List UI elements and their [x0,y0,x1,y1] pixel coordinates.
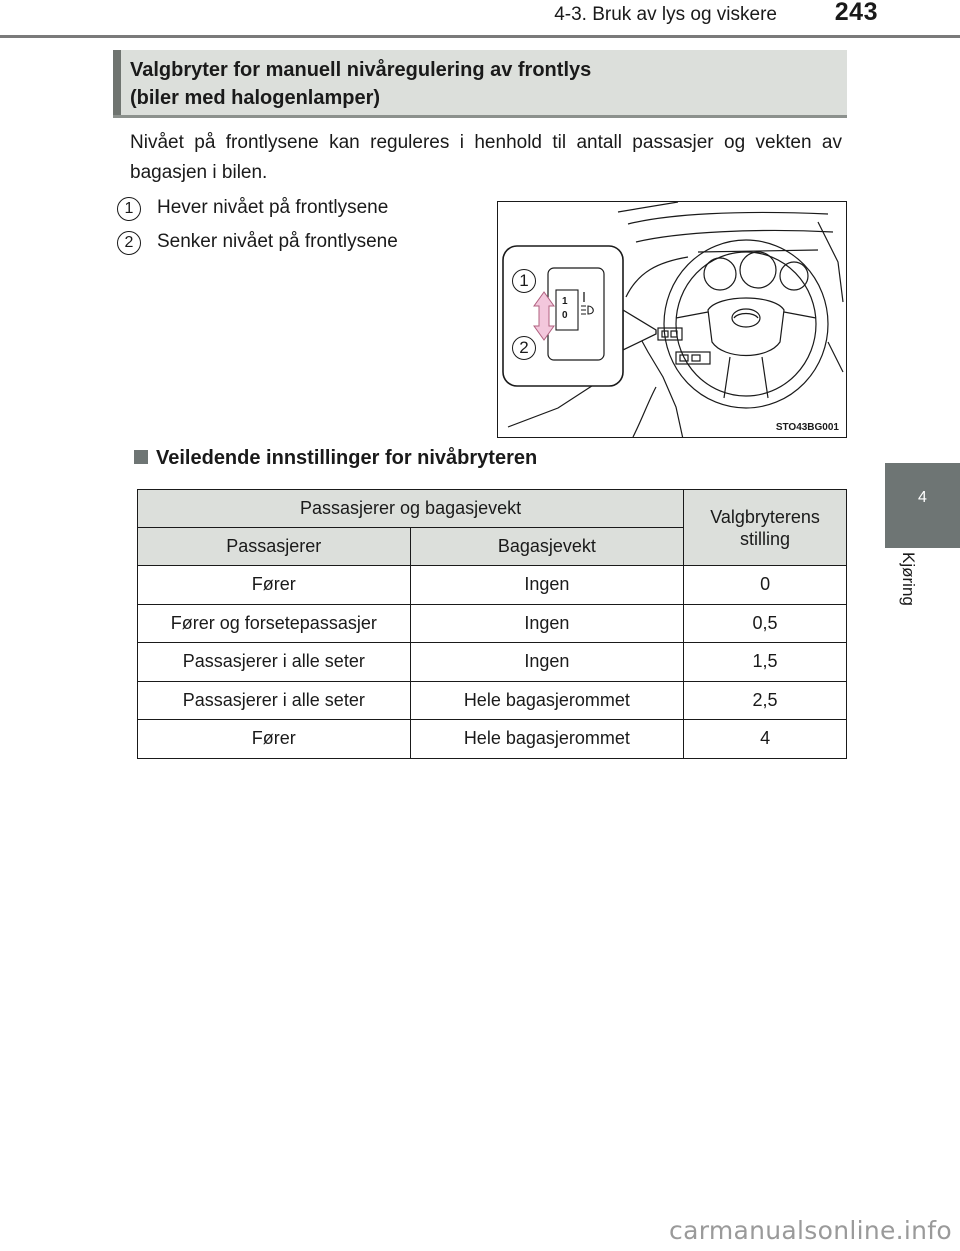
bullet-square-icon [134,450,148,464]
passengers-header-cell: Passasjerer [138,528,411,566]
table-row [138,681,847,720]
page-header [0,0,960,40]
table-row [138,643,847,682]
table-header-row [138,490,847,528]
passengers-cell: Passasjerer i alle seter [138,681,411,720]
item-text: Senker nivået på frontlysene [157,231,398,252]
figure-code: STO43BG001 [775,422,839,433]
luggage-cell: Ingen [410,566,684,605]
luggage-cell: Hele bagasjerommet [410,681,684,720]
chapter-tab [885,463,960,548]
dial-label-lower: 0 [562,310,568,321]
watermark: carmanualsonline.info [669,1216,952,1245]
callout-2-badge: 2 [512,336,536,360]
luggage-cell: Ingen [410,643,684,682]
passengers-cell: Fører [138,566,411,605]
position-header-cell: Valgbryterens stilling [684,490,847,566]
passengers-cell: Fører og forsetepassasjer [138,604,411,643]
dashboard-illustration [497,201,847,438]
table-row [138,604,847,643]
chapter-title: 4-3. Bruk av lys og viskere [554,4,777,25]
item-number-badge: 2 [117,231,141,255]
group-header-cell: Passasjerer og bagasjevekt [138,490,684,528]
page-number: 243 [834,0,878,26]
header-divider [0,35,960,38]
luggage-header-cell: Bagasjevekt [410,528,684,566]
section-title-line-2: (biler med halogenlamper) [130,87,381,109]
subheading-text: Veiledende innstillinger for nivåbryteren [156,447,538,469]
intro-paragraph: Nivået på frontlysene kan reguleres i henhold til antall passasjer og vekten av bagasjen i bilen. [130,132,842,183]
item-number-badge: 1 [117,197,141,221]
table-row [138,566,847,605]
luggage-cell: Ingen [410,604,684,643]
position-cell: 4 [684,720,847,759]
position-cell: 0 [684,566,847,605]
callout-1-badge: 1 [512,269,536,293]
settings-table [137,489,847,759]
passengers-cell: Passasjerer i alle seter [138,643,411,682]
item-text: Hever nivået på frontlysene [157,197,389,218]
chapter-tab-label: Kjøring [899,552,918,606]
dial-label-upper: 1 [562,296,568,307]
position-cell: 2,5 [684,681,847,720]
guide-subheading [134,447,537,470]
position-cell: 1,5 [684,643,847,682]
chapter-tab-label-wrap [880,548,940,628]
section-title-line-1: Valgbryter for manuell nivåregulering av frontlys [130,59,592,81]
steering-wheel-drawing [498,202,847,438]
table-row [138,720,847,759]
position-cell: 0,5 [684,604,847,643]
section-title-bar [113,50,847,118]
chapter-tab-number: 4 [918,489,927,506]
luggage-cell: Hele bagasjerommet [410,720,684,759]
passengers-cell: Fører [138,720,411,759]
